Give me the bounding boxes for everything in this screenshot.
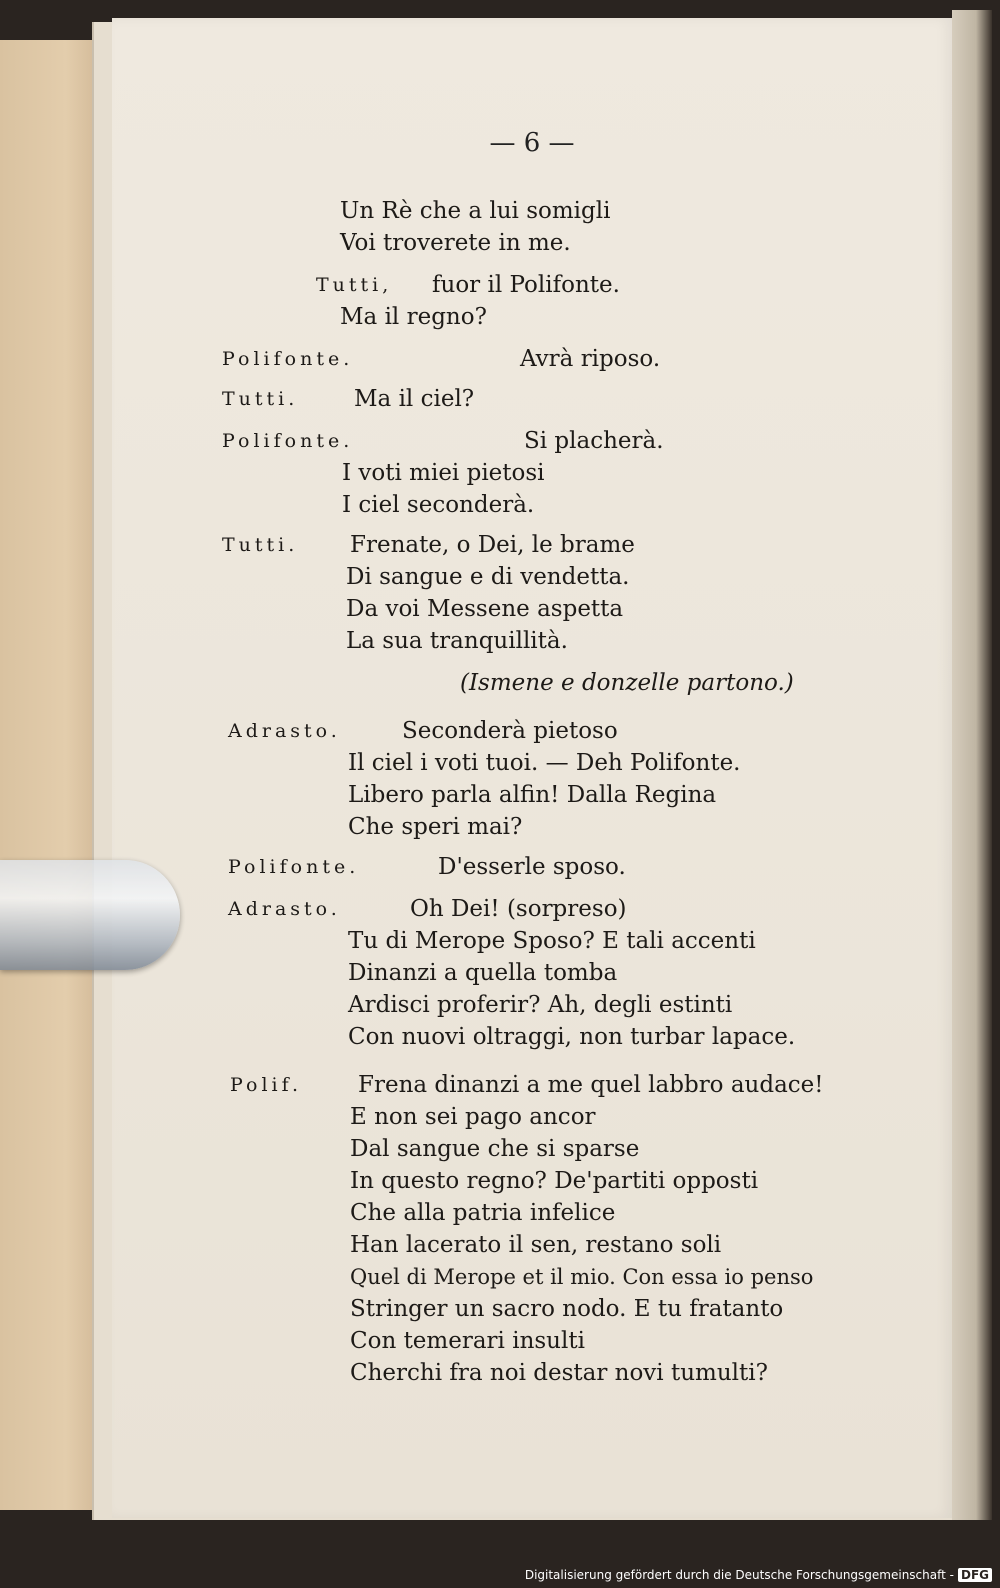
verse-line: Con nuovi oltraggi, non turbar lapace. bbox=[348, 1024, 796, 1050]
verse-line: Si placherà. bbox=[524, 428, 664, 454]
speaker-name: Polifonte. bbox=[222, 430, 354, 452]
verse-line: Dinanzi a quella tomba bbox=[348, 960, 618, 986]
verse-line: E non sei pago ancor bbox=[350, 1104, 596, 1130]
verse-line: Tu di Merope Sposo? E tali accenti bbox=[348, 928, 756, 954]
speaker-name: Polifonte. bbox=[228, 856, 360, 878]
page-number: — 6 — bbox=[489, 128, 575, 158]
verse-line: In questo regno? De'partiti opposti bbox=[350, 1168, 759, 1194]
verse-line: Frenate, o Dei, le brame bbox=[350, 532, 635, 558]
verse-line: La sua tranquillità. bbox=[346, 628, 568, 654]
verse-line: Da voi Messene aspetta bbox=[346, 596, 624, 622]
verse-line: Voi troverete in me. bbox=[340, 230, 571, 256]
verse-line: Avrà riposo. bbox=[520, 346, 661, 372]
verse-line: Ardisci proferir? Ah, degli estinti bbox=[348, 992, 733, 1018]
speaker-name: Tutti, bbox=[316, 274, 393, 296]
verse-line: Oh Dei! (sorpreso) bbox=[410, 896, 627, 922]
digitization-credit bbox=[525, 1568, 992, 1582]
dfg-logo: DFG bbox=[958, 1568, 992, 1582]
credit-text: Digitalisierung gefördert durch die Deutsche Forschungsgemeinschaft - bbox=[524, 1568, 954, 1582]
verse-line: Quel di Merope et il mio. Con essa io penso bbox=[350, 1265, 814, 1289]
verse-line: Di sangue e di vendetta. bbox=[346, 564, 630, 590]
verse-line: I voti miei pietosi bbox=[342, 460, 545, 486]
stage-direction: fuor il Polifonte. bbox=[432, 272, 620, 298]
verse-line: Che speri mai? bbox=[348, 814, 523, 840]
verse-line: Ma il ciel? bbox=[354, 386, 475, 412]
speaker-name: Polifonte. bbox=[222, 348, 354, 370]
speaker-name: Tutti. bbox=[222, 388, 299, 410]
verse-line: D'esserle sposo. bbox=[438, 854, 626, 880]
page-clip bbox=[0, 860, 180, 970]
verse-line: Un Rè che a lui somigli bbox=[340, 198, 611, 224]
verse-line: I ciel seconderà. bbox=[342, 492, 535, 518]
verse-line: Seconderà pietoso bbox=[402, 718, 618, 744]
book-page bbox=[112, 18, 952, 1518]
speaker-name: Tutti. bbox=[222, 534, 299, 556]
speaker-name: Polif. bbox=[230, 1074, 303, 1096]
verse-line: Con temerari insulti bbox=[350, 1328, 585, 1354]
verse-line: Cherchi fra noi destar novi tumulti? bbox=[350, 1360, 768, 1386]
verse-line: Stringer un sacro nodo. E tu fratanto bbox=[350, 1296, 784, 1322]
verse-line: Dal sangue che si sparse bbox=[350, 1136, 640, 1162]
stage-direction: (Ismene e donzelle partono.) bbox=[460, 670, 794, 696]
page-fore-edge bbox=[952, 10, 992, 1520]
verse-line: Ma il regno? bbox=[340, 304, 487, 330]
verse-line: Che alla patria infelice bbox=[350, 1200, 616, 1226]
verse-line: Libero parla alfin! Dalla Regina bbox=[348, 782, 717, 808]
verse-line: Il ciel i voti tuoi. — Deh Polifonte. bbox=[348, 750, 741, 776]
verse-line: Han lacerato il sen, restano soli bbox=[350, 1232, 722, 1258]
speaker-name: Adrasto. bbox=[228, 720, 341, 742]
verse-line: Frena dinanzi a me quel labbro audace! bbox=[358, 1072, 824, 1098]
speaker-name: Adrasto. bbox=[228, 898, 341, 920]
